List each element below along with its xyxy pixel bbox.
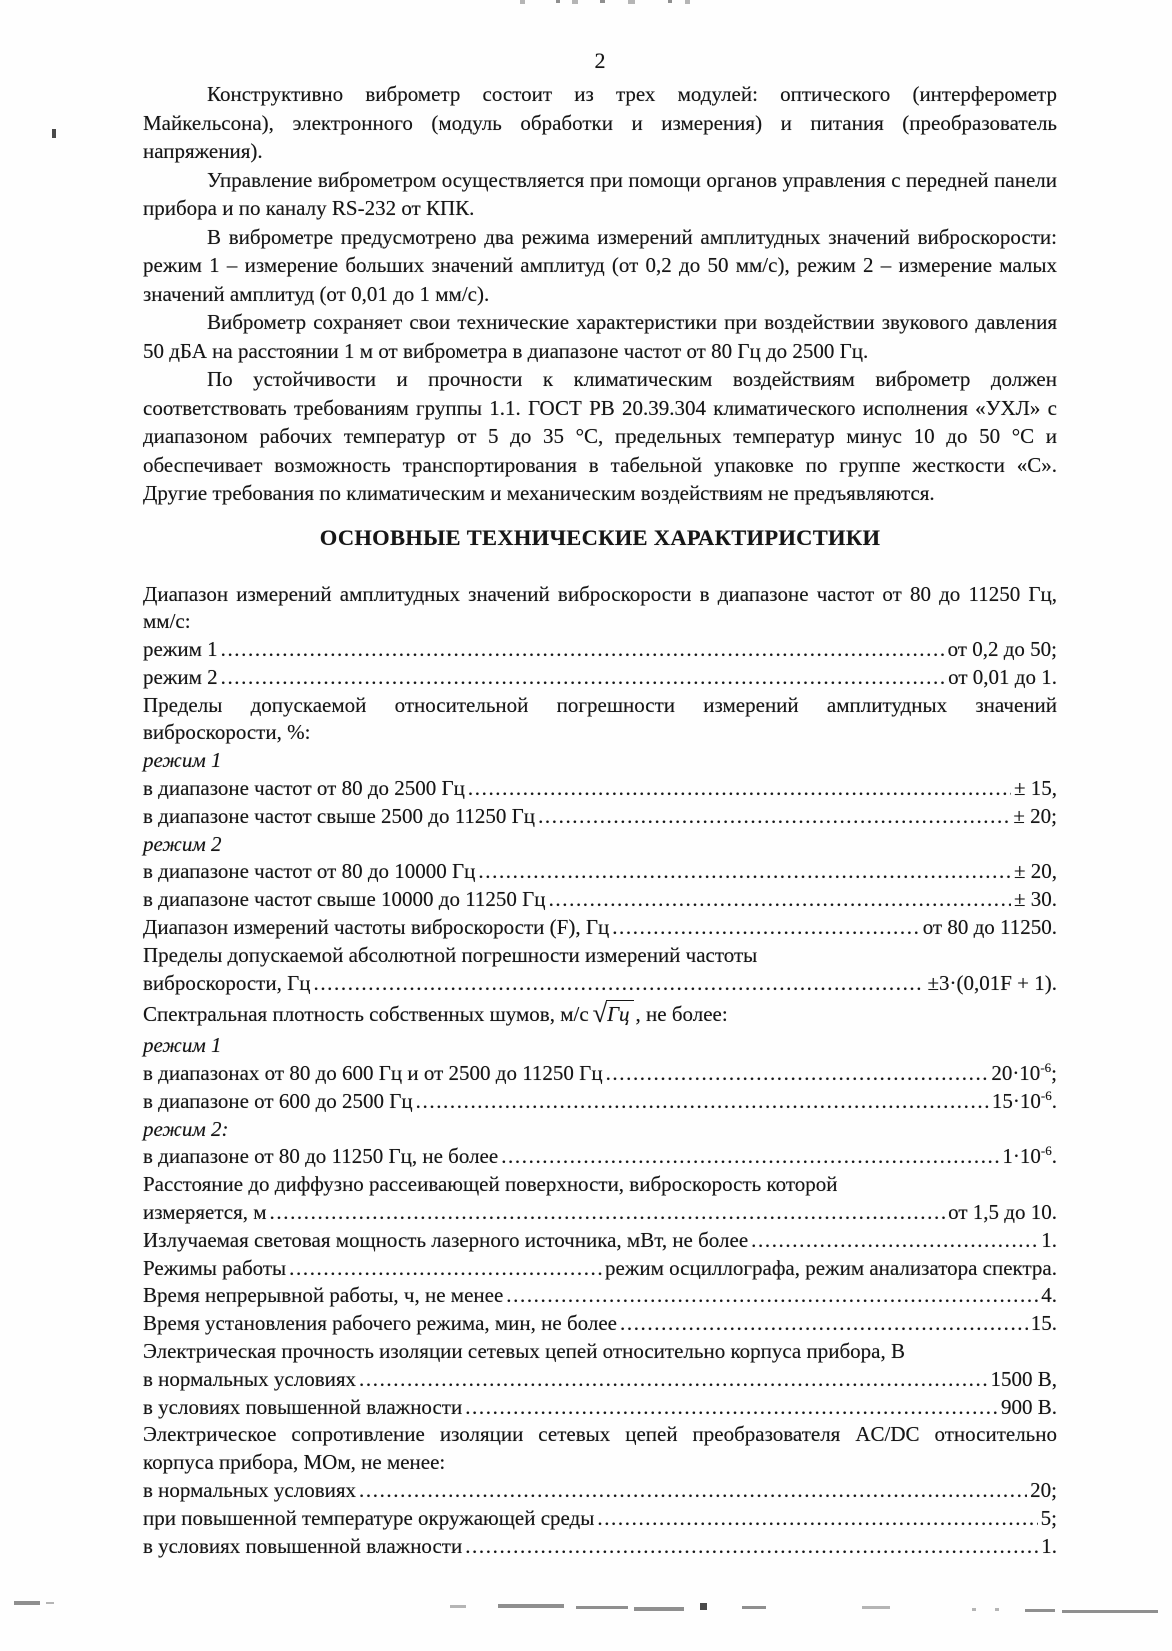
- spec-laser-power: [143, 1227, 1057, 1255]
- spec-value: от 1,5 до 10.: [948, 1200, 1057, 1225]
- dot-leader: [597, 1505, 1037, 1533]
- exponent: -6: [1040, 1087, 1052, 1103]
- paragraph-modes: В виброметре предусмотрено два режима измерений амплитудных значений виброскорости: режим 1 – измерение больших значений амплитуд (от 0,2 до 50 мм/с), режим 2 – измерение малых значений амплитуд (от 0,01 до 1 мм/с).: [143, 224, 1057, 306]
- spec-label: в диапазоне частот от 80 до 10000 Гц: [143, 859, 476, 884]
- spec-label: режим 1: [143, 637, 218, 662]
- spec-value: 4.: [1041, 1283, 1057, 1308]
- dot-leader: [506, 1282, 1038, 1310]
- spec-label: Режимы работы: [143, 1255, 287, 1280]
- scan-artifact: [14, 1601, 40, 1605]
- scan-artifact: [995, 1608, 999, 1611]
- scan-artifact: [628, 0, 635, 4]
- dot-leader: [620, 1310, 1028, 1338]
- dot-leader: [501, 1143, 999, 1171]
- formula-suffix: , не более:: [635, 1002, 728, 1027]
- exponent: -6: [1040, 1143, 1052, 1159]
- spec-work-modes: [143, 1255, 1057, 1283]
- spec-label: в диапазоне от 80 до 11250 Гц, не более: [143, 1144, 499, 1169]
- dot-leader: [359, 1366, 987, 1394]
- spec-label: виброскорости, Гц: [143, 970, 311, 995]
- scan-artifact: [1062, 1610, 1158, 1613]
- spec-value: ± 30.: [1013, 887, 1057, 912]
- sqrt-argument: Гц: [606, 1000, 633, 1029]
- spec-value: $20\cdot 10^{-6}$;: [991, 1060, 1057, 1086]
- scan-artifact: [52, 129, 56, 138]
- dot-leader: [606, 1060, 989, 1088]
- spec-mode1-range: [143, 636, 1057, 664]
- spec-noise-80-600: [143, 1060, 1057, 1088]
- spec-warmup-time: [143, 1310, 1057, 1338]
- spec-value: 900 В.: [1000, 1394, 1057, 1419]
- dot-leader: [221, 664, 946, 692]
- spec-value: 1.: [1041, 1533, 1057, 1558]
- spec-mode1-subheader-noise: режим 1: [143, 1033, 222, 1058]
- spec-list: [143, 581, 1057, 1561]
- spec-frequency-range: [143, 914, 1057, 942]
- paragraph-climate: По устойчивости и прочности к климатическим воздействиям виброметр должен соответствовать требованиям группы 1.1. ГОСТ РВ 20.39.304 климатического исполнения «УХЛ» с диапазоном рабочих температур от 5 до 35 °С, предельных температур минус 10 до 50 °С и обеспечивает возможность транспортирования в табельной упаковке по группе жесткости «С». Другие требования по климатическим и механическим воздействиям не предъявляются.: [143, 367, 1057, 505]
- scan-artifact: [742, 1606, 766, 1609]
- spec-label: Диапазон измерений частоты виброскорости (F), Гц: [143, 915, 610, 940]
- spec-noise-density-header: [143, 997, 1057, 1032]
- spec-distance-value: [143, 1199, 1057, 1227]
- spec-continuous-time: [143, 1282, 1057, 1310]
- dot-leader: [416, 1088, 989, 1116]
- dot-leader: [751, 1227, 1038, 1255]
- scan-artifact: [972, 1608, 976, 1611]
- spec-noise-600-2500: [143, 1088, 1057, 1116]
- spec-value: ±3·(0,01F + 1).: [927, 970, 1057, 995]
- spec-label: в диапазоне частот свыше 10000 до 11250 Гц: [143, 887, 546, 912]
- spec-value: ± 20,: [1013, 859, 1057, 884]
- page-number: 2: [594, 48, 606, 73]
- spec-dielectric-humidity: [143, 1394, 1057, 1422]
- spec-value: ± 15,: [1013, 776, 1057, 801]
- dot-leader: [538, 803, 1010, 831]
- spec-rel-error-header: Пределы допускаемой относительной погрешности измерений амплитудных значений виброскорости, %:: [143, 692, 1057, 745]
- spec-label: в условиях повышенной влажности: [143, 1394, 463, 1419]
- spec-resistance-temp: [143, 1505, 1057, 1533]
- dot-leader: [289, 1255, 602, 1283]
- spec-mode2-subheader-noise: режим 2:: [143, 1116, 229, 1141]
- spec-distance-header: Расстояние до диффузно рассеивающей поверхности, виброскорость которой: [143, 1172, 838, 1197]
- spec-label: в диапазоне от 600 до 2500 Гц: [143, 1088, 413, 1113]
- formula-prefix: Спектральная плотность собственных шумов, м/с: [143, 1002, 589, 1027]
- exponent: -6: [1040, 1060, 1052, 1076]
- scan-artifact: [668, 0, 672, 3]
- dot-leader: [468, 775, 1011, 803]
- spec-label: в диапазонах от 80 до 600 Гц и от 2500 до 11250 Гц: [143, 1061, 603, 1086]
- scan-artifact: [556, 0, 560, 3]
- spec-label: Время установления рабочего режима, мин, не более: [143, 1311, 617, 1336]
- spec-value: ± 20;: [1013, 803, 1057, 828]
- section-title: ОСНОВНЫЕ ТЕХНИЧЕСКИЕ ХАРАКТИРИСТИКИ: [319, 524, 881, 550]
- paragraph-control: Управление виброметром осуществляется при помощи органов управления с передней панели прибора и по каналу RS-232 от КПК.: [143, 167, 1057, 220]
- spec-dielectric-normal: [143, 1366, 1057, 1394]
- dot-leader: [465, 1533, 1038, 1561]
- spec-label: в нормальных условиях: [143, 1478, 357, 1502]
- scan-artifact: [498, 1604, 564, 1608]
- scan-artifact: [520, 0, 525, 4]
- dot-leader: [465, 1394, 998, 1422]
- spec-value: $15\cdot 10^{-6}$.: [991, 1087, 1057, 1113]
- spec-label: в условиях повышенной влажности: [143, 1533, 463, 1558]
- scan-artifact: [600, 0, 605, 3]
- dot-leader: [270, 1199, 946, 1227]
- spec-dielectric-header: Электрическая прочность изоляции сетевых цепей относительно корпуса прибора, В: [143, 1339, 905, 1364]
- scan-artifact: [576, 1606, 628, 1609]
- dot-leader: [359, 1477, 1027, 1505]
- spec-mode2-subheader: режим 2: [143, 831, 222, 856]
- spec-abs-error-header: Пределы допускаемой абсолютной погрешности измерений частоты: [143, 942, 758, 967]
- spec-value: 20;: [1030, 1478, 1057, 1502]
- spec-value: $1\cdot 10^{-6}$.: [1002, 1143, 1057, 1169]
- spec-value: режим осциллографа, режим анализатора спектра.: [605, 1255, 1057, 1280]
- spec-value: 1500 В,: [990, 1366, 1057, 1391]
- dot-leader: [313, 970, 924, 998]
- spec-value: от 0,01 до 1.: [948, 664, 1057, 689]
- spec-value: от 80 до 11250.: [922, 915, 1057, 940]
- spec-abs-error-value: [143, 970, 1057, 998]
- spec-error-80-10000: [143, 858, 1057, 886]
- scan-artifact: [700, 1603, 707, 1610]
- scan-artifact: [450, 1605, 466, 1608]
- scan-artifact: [1025, 1609, 1055, 1612]
- spec-label: при повышенной температуре окружающей среды: [143, 1505, 595, 1530]
- scan-artifact: [572, 0, 578, 4]
- spec-label: в диапазоне частот от 80 до 2500 Гц: [143, 776, 465, 801]
- spec-label: в нормальных условиях: [143, 1366, 357, 1391]
- scan-artifact: [685, 0, 690, 4]
- spec-resistance-humidity: [143, 1533, 1057, 1561]
- spec-value: 15.: [1030, 1311, 1057, 1336]
- spec-error-2500-11250: [143, 803, 1057, 831]
- spec-noise-80-11250: [143, 1143, 1057, 1171]
- spec-value: от 0,2 до 50;: [947, 637, 1057, 662]
- dot-leader: [221, 636, 945, 664]
- spec-mode1-subheader: режим 1: [143, 748, 222, 773]
- dot-leader: [612, 914, 919, 942]
- spec-resistance-header: Электрическое сопротивление изоляции сетевых цепей преобразователя AC/DC относительно корпуса прибора, МОм, не менее:: [143, 1422, 1057, 1475]
- spec-velocity-range-header: Диапазон измерений амплитудных значений виброскорости в диапазоне частот от 80 до 11250 Гц, мм/с:: [143, 581, 1057, 634]
- spec-label: режим 2: [143, 664, 218, 689]
- spec-label: измеряется, м: [143, 1200, 267, 1225]
- paragraph-acoustic: Виброметр сохраняет свои технические характеристики при воздействии звукового давления 50 дБА на расстоянии 1 м от виброметра в диапазоне частот от 80 Гц до 2500 Гц.: [143, 310, 1057, 363]
- spec-resistance-normal: [143, 1477, 1057, 1505]
- scan-artifact: [862, 1606, 890, 1609]
- spec-label: Излучаемая световая мощность лазерного источника, мВт, не более: [143, 1227, 749, 1252]
- scan-artifact: [46, 1602, 54, 1604]
- spec-value: 5;: [1040, 1505, 1057, 1530]
- scan-artifact: [634, 1607, 684, 1611]
- spec-label: Время непрерывной работы, ч, не менее: [143, 1283, 504, 1308]
- square-root-symbol: √ Гц: [593, 1000, 634, 1029]
- spec-mode2-range: [143, 664, 1057, 692]
- spec-value: 1.: [1041, 1227, 1057, 1252]
- dot-leader: [478, 858, 1011, 886]
- spec-label: в диапазоне частот свыше 2500 до 11250 Гц: [143, 803, 536, 828]
- spec-error-80-2500: [143, 775, 1057, 803]
- dot-leader: [549, 886, 1011, 914]
- paragraph-construction: Конструктивно виброметр состоит из трех модулей: оптического (интерферометр Майкельсона), электронного (модуль обработки и измерения) и питания (преобразователь напряжения).: [143, 82, 1057, 163]
- spec-error-10000-11250: [143, 886, 1057, 914]
